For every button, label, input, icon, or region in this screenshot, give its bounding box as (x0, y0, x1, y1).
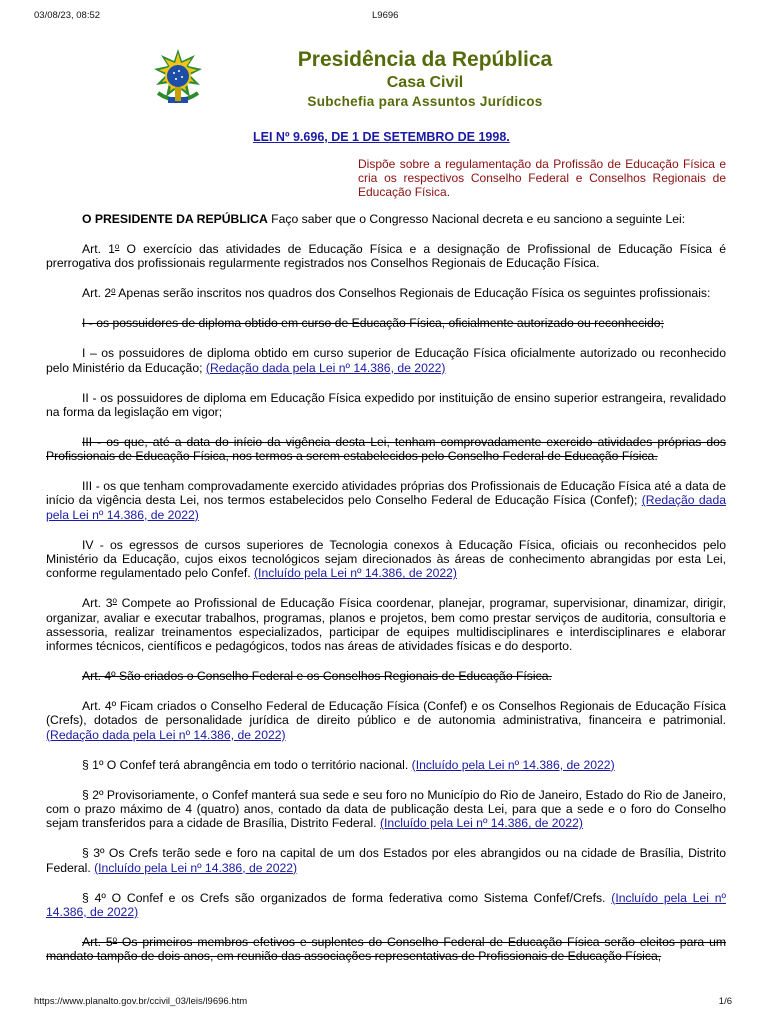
print-url: https://www.planalto.gov.br/ccivil_03/leis/l9696.htm (34, 996, 248, 1007)
amendment-link[interactable]: (Incluído pela Lei nº 14.386, de 2022) (411, 757, 615, 772)
paragraph-text: § 3º Os Crefs terão sede e foro na capital de um dos Estados por eles abrangidos ou na cidade de Brasília, Distrito Federal. (46, 846, 726, 875)
print-datetime: 03/08/23, 08:52 (34, 10, 101, 21)
preamble (46, 212, 726, 226)
amendment-link[interactable]: (Redação dada pela Lei nº 14.386, de 2022) (205, 360, 446, 375)
inciso-text: IV - os egressos de cursos superiores de Tecnologia conexos à Educação Física, oficiais ou reconhecidos pelo Ministério da Educação, cujos eixos tecnológicos sejam direcionados às áreas de conhecimento abrangidas por esta Lei, conforme regulamentado pelo Confef. (46, 537, 726, 581)
preamble-bold: O PRESIDENTE DA REPÚBLICA (82, 212, 268, 226)
inciso-3 (46, 479, 726, 522)
amendment-link[interactable]: (Incluído pela Lei nº 14.386, de 2022) (254, 566, 457, 581)
article-3 (46, 596, 726, 653)
print-page-number: 1/6 (718, 996, 732, 1007)
article-2 (46, 286, 726, 300)
inciso-3-revoked: III - os que, até a data do início da vigência desta Lei, tenham comprovadamente exercido atividades próprias dos Profissionais de Educação Física, nos termos a serem estabelecidos pelo Conselho Federal de Educação Física. (46, 434, 726, 464)
article-label: Art. 1 (82, 241, 115, 256)
ordinal: o (112, 934, 118, 944)
masthead-casa-civil: Casa Civil (386, 74, 464, 91)
ementa: Dispõe sobre a regulamentação da Profissão de Educação Física e cria os respectivos Conselho Federal e Conselhos Regionais de Educação Física. (358, 157, 726, 199)
law-title-link[interactable]: LEI Nº 9.696, DE 1 DE SETEMBRO DE 1998. (253, 130, 510, 144)
article-label: Art. 3 (82, 596, 113, 611)
article-text: Os primeiros membros efetivos e suplentes do Conselho Federal de Educação Física serão eleitos para um mandato tampão de dois anos, em reunião das associações representativas de Profissionais de Educação Física, (46, 934, 726, 964)
paragraph-text: § 4º O Confef e os Crefs são organizados de forma federativa como Sistema Confef/Crefs. (82, 890, 612, 905)
ordinal: o (114, 241, 120, 251)
article-5-revoked (46, 935, 726, 964)
article-text: Art. 4º Ficam criados o Conselho Federal de Educação Física (Confef) e os Conselhos Regionais de Educação Física (Crefs), dotados de personalidade jurídica de direito público e de autonomia administrativa, financeira e patrimonial. (46, 699, 726, 728)
paragraph-text: § 1º O Confef terá abrangência em todo o território nacional. (82, 757, 412, 772)
amendment-link[interactable]: (Redação dada pela Lei nº 14.386, de 2022) (46, 727, 286, 742)
paragraph-4 (46, 891, 726, 920)
inciso-1-revoked: I - os possuidores de diploma obtido em curso de Educação Física, oficialmente autorizado ou reconhecido; (82, 316, 664, 331)
print-doc-title: L9696 (372, 10, 399, 21)
article-text: Compete ao Profissional de Educação Física coordenar, planejar, programar, supervisionar, dinamizar, dirigir, organizar, avaliar e executar trabalhos, programas, planos e projetos, bem como prestar serviços de auditoria, consultoria e assessoria, realizar treinamentos especializados, participar de equipes multidisciplinares e interdisciplinares e elaborar informes técnicos, científicos e pedagógicos, todos nas áreas de atividades físicas e do desporto. (46, 596, 726, 654)
inciso-4 (46, 538, 726, 581)
article-text: O exercício das atividades de Educação Física e a designação de Profissional de Educação Física é prerrogativa dos profissionais regularmente registrados nos Conselhos Regionais de Educação Física. (46, 241, 727, 271)
amendment-link[interactable]: (Incluído pela Lei nº 14.386, de 2022) (94, 860, 298, 875)
inciso-1 (46, 346, 726, 375)
masthead-subchefia: Subchefia para Assuntos Jurídicos (307, 94, 543, 109)
paragraph-1 (46, 758, 726, 772)
article-label: Art. 5 (82, 934, 113, 949)
ordinal: o (112, 596, 117, 606)
amendment-link[interactable]: (Redação dada pela Lei nº 14.386, de 2022) (46, 493, 726, 522)
preamble-text: Faço saber que o Congresso Nacional decreta e eu sanciono a seguinte Lei: (267, 212, 686, 226)
masthead-presidency: Presidência da República (297, 48, 553, 71)
law-body (46, 212, 726, 979)
article-label: Art. 2 (82, 286, 112, 301)
paragraph-3 (46, 846, 726, 875)
article-4-revoked: Art. 4º São criados o Conselho Federal e os Conselhos Regionais de Educação Física. (82, 669, 552, 684)
article-1 (46, 242, 726, 271)
article-text: Apenas serão inscritos nos quadros dos Conselhos Regionais de Educação Física os seguintes profissionais: (115, 286, 711, 301)
inciso-2: II - os possuidores de diploma em Educação Física expedido por instituição de ensino superior estrangeira, revalidado na forma da legislação em vigor; (46, 390, 726, 419)
inciso-text: III - os que tenham comprovadamente exercido atividades próprias dos Profissionais de Educação Física até a data de início da vigência desta Lei, nos termos estabelecidos pelo Conselho Federal de Educação Física (Confef); (46, 479, 726, 508)
inciso-text: I – os possuidores de diploma obtido em curso superior de Educação Física oficialmente autorizado ou reconhecido pelo Ministério da Educação; (46, 346, 726, 375)
amendment-link[interactable]: (Incluído pela Lei nº 14.386, de 2022) (46, 890, 726, 919)
brazil-coat-of-arms-icon (146, 47, 210, 111)
paragraph-text: § 2º Provisoriamente, o Confef manterá sua sede e seu foro no Município do Rio de Janeiro, Estado do Rio de Janeiro, com o prazo máximo de 4 (quatro) anos, contado da data de publicação desta Lei, para que a sede e o foro do Conselho sejam transferidos para a cidade de Brasília, Distrito Federal. (46, 787, 726, 831)
amendment-link[interactable]: (Incluído pela Lei nº 14.386, de 2022) (379, 816, 583, 831)
ordinal: o (111, 286, 116, 296)
paragraph-2 (46, 788, 726, 831)
article-4 (46, 699, 726, 742)
